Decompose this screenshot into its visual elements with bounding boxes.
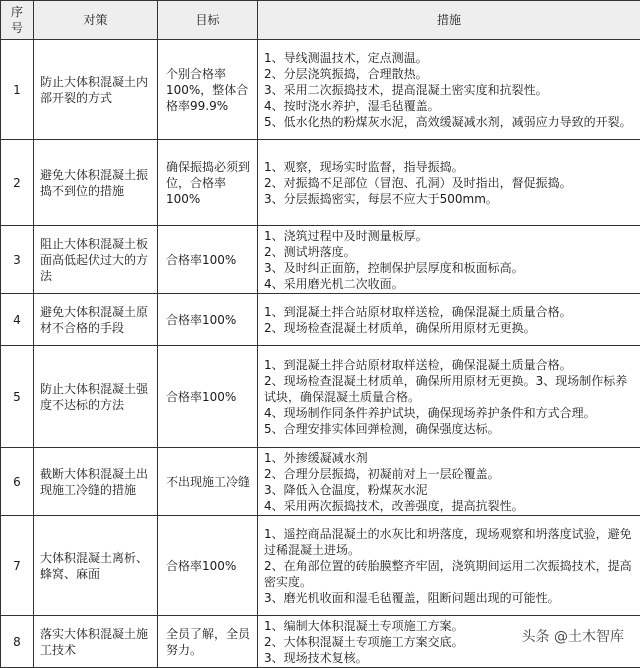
- measure-item: 2、合理分层振捣，初凝前对上一层砼覆盖。: [264, 466, 636, 482]
- measure-item: 2、现场检查混凝土材质单，确保所用原材无更换。3、现场制作标养试块，确保混凝土质量合格。: [264, 373, 636, 405]
- row-index: 4: [1, 294, 34, 346]
- row-goal: 合格率100%: [158, 294, 258, 346]
- measure-item: 1、编制大体积混凝土专项施工方案。: [264, 618, 636, 634]
- row-countermeasure: 阻止大体积混凝土板面高低起伏过大的方法: [34, 226, 158, 294]
- row-index: 5: [1, 346, 34, 448]
- row-index: 6: [1, 448, 34, 516]
- row-measures: [258, 294, 640, 346]
- measure-item: 1、浇筑过程中及时测量板厚。: [264, 228, 636, 244]
- measure-item: 4、按时浇水养护，湿毛毡覆盖。: [264, 98, 636, 114]
- row-goal: 个别合格率100%，整体合格率99.9%: [158, 40, 258, 140]
- row-measures: [258, 140, 640, 226]
- row-goal: 全员了解，全员努力。: [158, 616, 258, 668]
- row-goal: 不出现施工冷缝: [158, 448, 258, 516]
- row-countermeasure: 截断大体积混凝土出现施工冷缝的措施: [34, 448, 158, 516]
- watermark-label: 头条 @土木智库: [518, 625, 628, 647]
- measure-item: 3、及时纠正面筋，控制保护层厚度和板面标高。: [264, 260, 636, 276]
- table-row: [1, 40, 640, 140]
- measure-item: 4、采用磨光机二次收面。: [264, 276, 636, 292]
- measure-item: 3、采用二次振捣技术，提高混凝土密实度和抗裂性。: [264, 82, 636, 98]
- header-row: [1, 1, 640, 40]
- measure-item: 1、外掺缓凝减水剂: [264, 450, 636, 466]
- header-index: 序 号: [1, 1, 34, 40]
- row-countermeasure: 落实大体积混凝土施工技术: [34, 616, 158, 668]
- table-row: [1, 516, 640, 616]
- table-row: [1, 294, 640, 346]
- row-index: 8: [1, 616, 34, 668]
- row-goal: 合格率100%: [158, 346, 258, 448]
- row-countermeasure: 避免大体积混凝土原材不合格的手段: [34, 294, 158, 346]
- measure-item: 3、降低入仓温度，粉煤灰水泥: [264, 482, 636, 498]
- measure-item: 1、导线测温技术，定点测温。: [264, 50, 636, 66]
- row-measures: [258, 346, 640, 448]
- table-row: [1, 226, 640, 294]
- row-goal: 确保振捣必须到位，合格率100%: [158, 140, 258, 226]
- table-row: [1, 448, 640, 516]
- header-countermeasure: 对策: [34, 1, 158, 40]
- measure-item: 2、在角部位置的砖胎膜整齐牢固，浇筑期间运用二次振捣技术，提高密实度。: [264, 558, 636, 590]
- measure-item: 2、测试坍落度。: [264, 244, 636, 260]
- measure-item: 2、对振捣不足部位（冒泡、孔洞）及时指出，督促振捣。: [264, 175, 636, 191]
- row-goal: 合格率100%: [158, 226, 258, 294]
- row-index: 2: [1, 140, 34, 226]
- measure-item: 3、现场技术复核。: [264, 650, 636, 666]
- row-measures: [258, 40, 640, 140]
- row-goal: 合格率100%: [158, 516, 258, 616]
- measure-item: 2、分层浇筑振捣，合理散热。: [264, 66, 636, 82]
- measure-item: 4、现场制作同条件养护试块，确保现场养护条件和方式合理。: [264, 405, 636, 421]
- table-row: [1, 346, 640, 448]
- measure-item: 1、到混凝土拌合站原材取样送检，确保混凝土质量合格。: [264, 357, 636, 373]
- measure-item: 4、采用两次振捣技术，改善强度，提高抗裂性。: [264, 498, 636, 514]
- row-index: 7: [1, 516, 34, 616]
- measure-item: 5、合理安排实体回弹检测，确保强度达标。: [264, 421, 636, 437]
- measure-item: 1、遥控商品混凝土的水灰比和坍落度，现场观察和坍落度试验，避免过稀混凝土进场。: [264, 526, 636, 558]
- measure-item: 1、到混凝土拌合站原材取样送检，确保混凝土质量合格。: [264, 304, 636, 320]
- measure-item: 3、磨光机收面和湿毛毡覆盖，阻断问题出现的可能性。: [264, 590, 636, 606]
- row-countermeasure: 防止大体积混凝土内部开裂的方式: [34, 40, 158, 140]
- row-index: 1: [1, 40, 34, 140]
- row-measures: [258, 516, 640, 616]
- measure-item: 2、大体积混凝土专项施工方案交底。: [264, 634, 636, 650]
- row-measures: [258, 226, 640, 294]
- row-countermeasure: 防止大体积混凝土强度不达标的方法: [34, 346, 158, 448]
- measure-item: 3、分层振捣密实，每层不应大于500mm。: [264, 191, 636, 207]
- table-row: [1, 140, 640, 226]
- measure-item: 1、观察，现场实时监督，指导振捣。: [264, 159, 636, 175]
- row-index: 3: [1, 226, 34, 294]
- measure-item: 5、低水化热的粉煤灰水泥，高效缓凝减水剂，减弱应力导致的开裂。: [264, 114, 636, 130]
- measure-item: 2、现场检查混凝土材质单，确保所用原材无更换。: [264, 320, 636, 336]
- row-countermeasure: 避免大体积混凝土振捣不到位的措施: [34, 140, 158, 226]
- header-measures: 措施: [258, 1, 640, 40]
- header-goal: 目标: [158, 1, 258, 40]
- row-countermeasure: 大体积混凝土离析、蜂窝、麻面: [34, 516, 158, 616]
- row-measures: [258, 448, 640, 516]
